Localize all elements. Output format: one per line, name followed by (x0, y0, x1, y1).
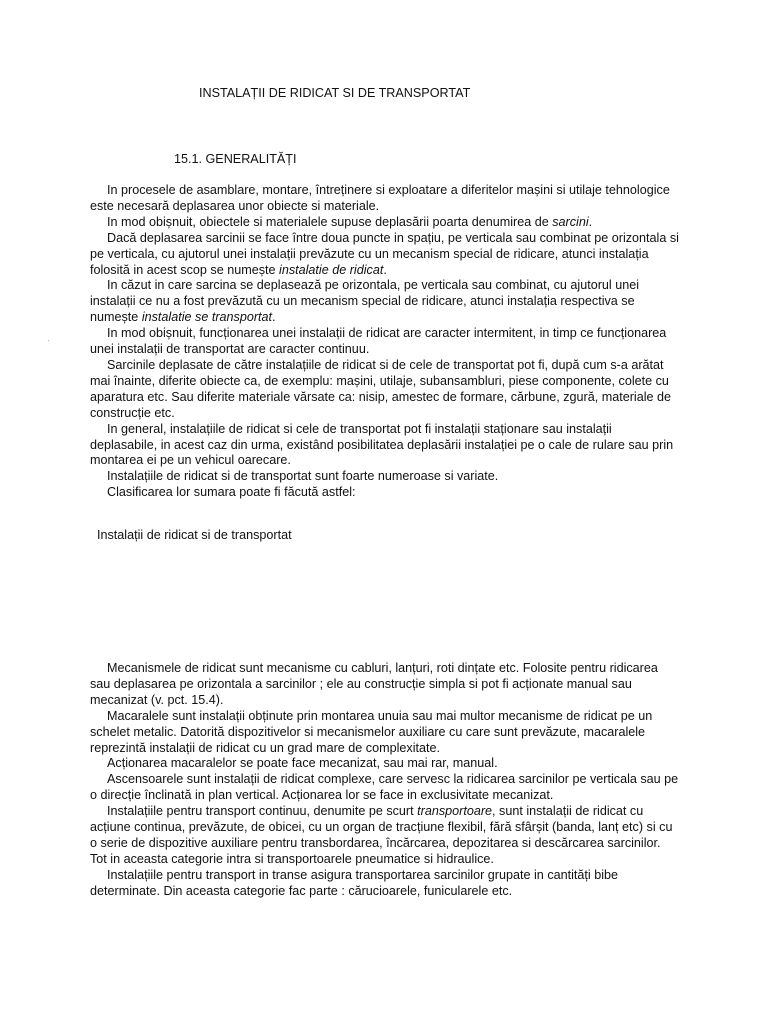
paragraph: Mecanismele de ridicat sunt mecanisme cu cabluri, lanțuri, roti dințate etc. Folosite pentru ridicarea sau deplasarea pe orizontala a sarcinilor ; ele au construcție simpla si pot fi acționate manual sau mecanizat (v. pct. 15.4). (90, 661, 658, 707)
paragraph: In procesele de asamblare, montare, întreținere si exploatare a diferitelor mașini si utilaje tehnologice este necesară deplasarea unor obiecte si materiale. (90, 183, 670, 213)
diagram-label: Instalații de ridicat si de transportat (97, 528, 292, 542)
paragraph: Instalațiile pentru transport continuu, denumite pe scurt transportoare, sunt instalații de ridicat cu acțiune continua, prevăzute, de obicei, cu un organ de tracțiune flexibil, fără sfârșit (banda, lanț etc) si cu o serie de dispozitive auxiliare pentru transbordarea, încărcarea, depozitarea si descărcarea sarcinilor. Tot in aceasta categorie intra si transportoarele pneumatice si hidraulice. (90, 804, 673, 866)
paragraphs-top (90, 183, 680, 501)
paragraph: In general, instalațiile de ridicat si cele de transportat pot fi instalații staționare sau instalații deplasabile, in acest caz din urma, existând posibilitatea deplasării instalației pe o cale de rulare sau prin montarea ei pe un vehicul oarecare. (90, 421, 674, 468)
paragraph: Ascensoarele sunt instalații de ridicat complexe, care servesc la ridicarea sarcinilor pe verticala sau pe o direcție înclinată in plan vertical. Acționarea lor se face in exclusivitate mecanizat. (90, 772, 679, 803)
paragraphs-bottom (90, 661, 680, 900)
document-title: INSTALAȚII DE RIDICAT SI DE TRANSPORTAT (199, 86, 471, 100)
margin-mark: · (47, 336, 50, 345)
paragraph: In mod obișnuit, funcționarea unei instalații de ridicat are caracter intermitent, in timp ce funcționarea unei instalații de transportat are caracter continuu. (90, 326, 667, 357)
paragraph: Clasificarea lor sumara poate fi făcută astfel: (107, 485, 356, 500)
paragraph: Instalațiile de ridicat si de transportat sunt foarte numeroase si variate. (107, 469, 499, 484)
paragraph: Instalațiile pentru transport in transe asigura transportarea sarcinilor grupate in cantități bibe determinate. Din aceasta categorie fac parte : cărucioarele, funicularele etc. (90, 867, 619, 898)
paragraph: Macaralele sunt instalații obținute prin montarea unuia sau mai multor mecanisme de ridicat pe un schelet metalic. Datorită dispozitivelor si mecanismelor auxiliare cu care sunt prevăzute, macaralele reprezintă instalații de ridicat cu un grad mare de complexitate. (90, 708, 653, 755)
paragraph: Dacă deplasarea sarcinii se face între doua puncte in spațiu, pe verticala sau combinat pe orizontala si pe verticala, cu ajutorul unei instalații prevăzute cu un mecanism special de ridicare, atunci instalația folosită in acest scop se numește instalatie de ridicat. (90, 230, 679, 277)
paragraph: Acționarea macaralelor se poate face mecanizat, sau mai rar, manual. (107, 756, 498, 771)
paragraph: In căzut in care sarcina se deplasează pe orizontala, pe verticala sau combinat, cu ajutorul unei instalații ce nu a fost prevăzută cu un mecanism special de ridicare, atunci instalația respectiva se numește instalatie se transportat. (90, 278, 640, 325)
section-heading: 15.1. GENERALITĂȚI (174, 152, 297, 166)
paragraph: Sarcinile deplasate de către instalațiile de ridicat si de cele de transportat pot fi, după cum s-a arătat mai înainte, diferite obiecte ca, de exemplu: mașini, utilaje, subansambluri, piese componente, colete cu aparatura etc. Sau diferite materiale vărsate ca: nisip, amestec de formare, cărbune, zgură, materiale de construcție etc. (90, 357, 672, 420)
paragraph: In mod obișnuit, obiectele si materialele supuse deplasării poarta denumirea de sarcini. (107, 214, 593, 229)
